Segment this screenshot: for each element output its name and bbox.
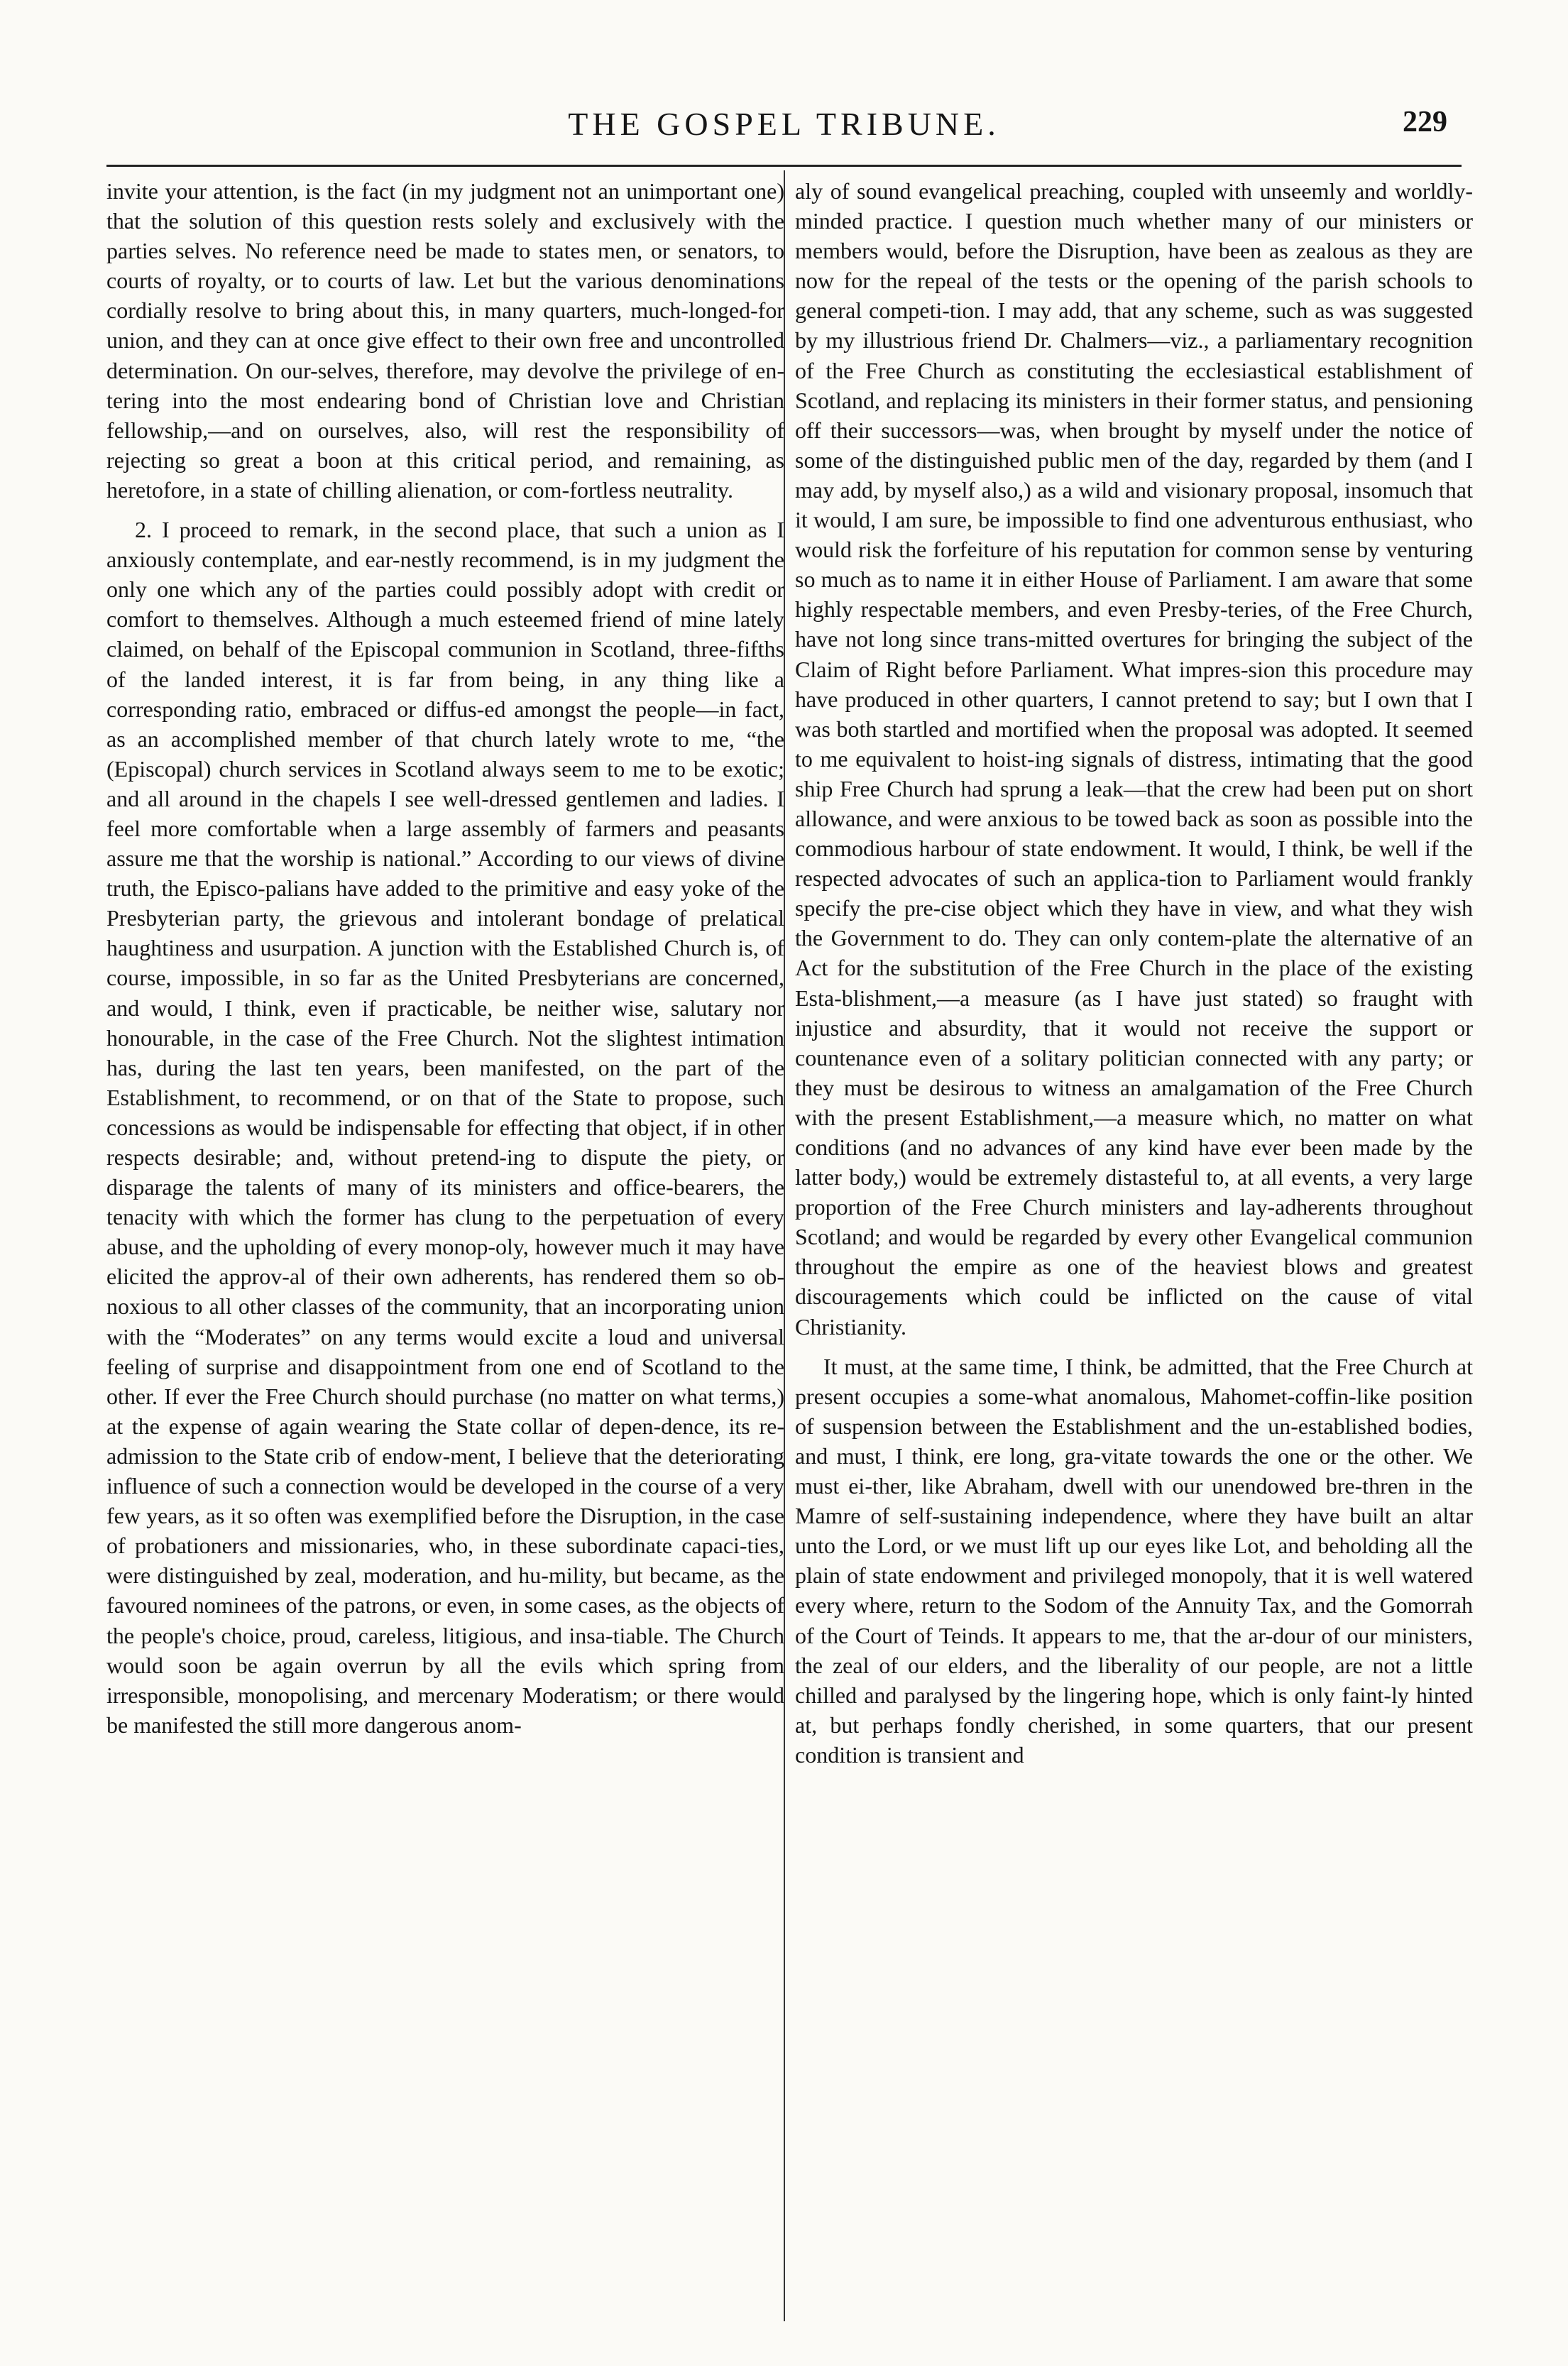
paragraph: aly of sound evangelical preaching, coupled with unseemly and worldly-minded practice. I question much whether many of our ministers or members would, before the Disruption, have been as zealous as they are now for the repeal of the tests or the opening of the parish schools to general competi-tion. I may add, that any scheme, such as was suggested by my illustrious friend Dr. Chalmers—viz., a parliamentary recognition of the Free Church as constituting the ecclesiastical establishment of Scotland, and replacing its ministers in their former status, and pensioning off their successors—was, when brought by myself under the notice of some of the distinguished public men of the day, regarded by them (and I may add, by myself also,) as a wild and visionary proposal, insomuch that it would, I am sure, be impossible to find one adventurous enthusiast, who would risk the forfeiture of his reputation for common sense by venturing so much as to name it in either House of Parliament. I am aware that some highly respectable members, and even Presby-teries, of the Free Church, have not long since trans-mitted overtures for bringing the subject of the Claim of Right before Parliament. What impres-sion this procedure may have produced in other quarters, I cannot pretend to say; but I own that I was both startled and mortified when the proposal was adopted. It seemed to me equivalent to hoist-ing signals of distress, intimating that the good ship Free Church had sprung a leak—that the crew had been put on short allowance, and were anxious to be towed back as soon as possible into the commodious harbour of state endowment. It would, I think, be well if the respected advocates of such an applica-tion to Parliament would frankly specify the pre-cise object which they have in view, and what they wish the Government to do. They can only contem-plate the alternative of an Act for the substitution of the Free Church in the place of the existing Esta-blishment,—a measure (as I have just stated) so fraught with injustice and absurdity, that it would not receive the support or countenance even of a solitary politician connected with any party; or they must be desirous to witness an amalgamation of the Free Church with the present Establishment,—a measure which, no matter on what conditions (and no advances of any kind have ever been made by the latter body,) would be extremely distasteful to, at all events, a very large proportion of the Free Church ministers and lay-adherents throughout Scotland; and would be regarded by every other Evangelical communion throughout the empire as one of the heaviest blows and greatest discouragements which could be inflicted on the cause of vital Christianity.	[795, 178, 1473, 1340]
paragraph: It must, at the same time, I think, be admitted, that the Free Church at present occupies a some-what anomalous, Mahomet-coffin-like position of suspension between the Establishment and the un-established bodies, and must, I think, ere long, gra-vitate towards the one or the other. We must ei-ther, like Abraham, dwell with our unendowed bre-thren in the Mamre of self-sustaining independence, where they have built an altar unto the Lord, or we must lift up our eyes like Lot, and beholding all the plain of state endowment and privileged monopoly, that it is well watered every where, return to the Sodom of the Annuity Tax, and the Gomorrah of the Court of Teinds. It appears to me, that the ar-dour of our ministers, the zeal of our elders, and the liberality of our people, are not a little chilled and paralysed by the lingering hope, which is only faint-ly hinted at, but perhaps fondly cherished, in some quarters, that our present condition is transient and	[795, 1353, 1473, 1768]
column-divider	[784, 170, 785, 2321]
right-column	[795, 176, 1473, 1770]
header-rule	[106, 165, 1462, 167]
left-column	[106, 176, 784, 1740]
running-title: THE GOSPEL TRIBUNE.	[568, 106, 1000, 142]
paragraph: 2. I proceed to remark, in the second place, that such a union as I anxiously contemplate, and ear-nestly recommend, is in my judgment the only one which any of the parties could possibly adopt with credit or comfort to themselves. Although a much esteemed friend of mine lately claimed, on behalf of the Episcopal communion in Scotland, three-fifths of the landed interest, it is far from being, in any thing like a corresponding ratio, embraced or diffus-ed amongst the people—in fact, as an accomplished member of that church lately wrote to me, “the (Episcopal) church services in Scotland always seem to me to be exotic; and all around in the chapels I see well-dressed gentlemen and ladies. I feel more comfortable when a large assembly of farmers and peasants assure me that the worship is national.” According to our views of divine truth, the Episco-palians have added to the primitive and easy yoke of the Presbyterian party, the grievous and intolerant bondage of prelatical haughtiness and usurpation. A junction with the Established Church is, of course, impossible, in so far as the United Presbyterians are concerned, and would, I think, even if practicable, be neither wise, salutary nor honourable, in the case of the Free Church. Not the slightest intimation has, during the last ten years, been manifested, on the part of the Establishment, to recommend, or on that of the State to propose, such concessions as would be indispensable for effecting that object, if in other respects desirable; and, without pretend-ing to dispute the piety, or disparage the talents of many of its ministers and office-bearers, the tenacity with which the former has clung to the perpetuation of every abuse, and the upholding of every monop-oly, however much it may have elicited the approv-al of their own adherents, has rendered them so ob-noxious to all other classes of the community, that an incorporating union with the “Moderates” on any terms would excite a loud and universal feeling of surprise and disappointment from one end of Scotland to the other. If ever the Free Church should purchase (no matter on what terms,) at the expense of again wearing the State collar of depen-dence, its re-admission to the State crib of endow-ment, I believe that the deteriorating influence of such a connection would be developed in the course of a very few years, as it so often was exemplified before the Disruption, in the case of probationers and missionaries, who, in these subordinate capaci-ties, were distinguished by zeal, moderation, and hu-mility, but became, as the favoured nominees of the patrons, or even, in some cases, as the objects of the people's choice, proud, careless, litigious, and insa-tiable. The Church would soon be again overrun by all the evils which spring from irresponsible, monopolising, and mercenary Moderatism; or there would be manifested the still more dangerous anom-	[106, 517, 784, 1738]
page-number: 229	[1403, 106, 1447, 138]
paragraph: invite your attention, is the fact (in my judgment not an unimportant one) that the solution of this question rests solely and exclusively with the parties selves. No reference need be made to states men, or senators, to courts of royalty, or to courts of law. Let but the various denominations cordially resolve to bring about this, in many quarters, much-longed-for union, and they can at once give effect to their own free and uncontrolled determination. On our-selves, therefore, may devolve the privilege of en-tering into the most endearing bond of Christian love and Christian fellowship,—and on ourselves, also, will rest the responsibility of rejecting so great a boon at this critical period, and remaining, as heretofore, in a state of chilling alienation, or com-fortless neutrality.	[106, 178, 784, 503]
